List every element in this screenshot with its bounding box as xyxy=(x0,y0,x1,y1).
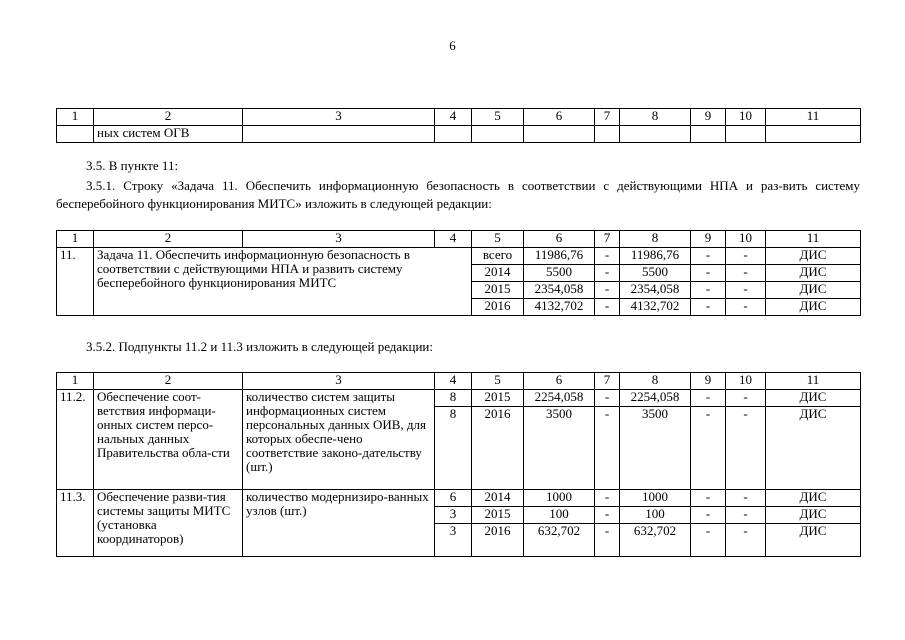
table-cell: 2254,058 xyxy=(620,390,691,407)
table-cell xyxy=(435,126,472,143)
table-cell: - xyxy=(691,524,726,557)
table-cell: ДИС xyxy=(766,248,861,265)
table-header-row xyxy=(57,373,861,390)
table-cell xyxy=(766,126,861,143)
table-cell: ДИС xyxy=(766,407,861,490)
col-header: 3 xyxy=(243,231,435,248)
col-header: 2 xyxy=(94,373,243,390)
table-row xyxy=(57,126,861,143)
table-row xyxy=(57,248,861,265)
table-cell: 1000 xyxy=(620,490,691,507)
col-header: 1 xyxy=(57,373,94,390)
col-header: 5 xyxy=(472,109,524,126)
col-header: 7 xyxy=(595,373,620,390)
table-cell: - xyxy=(691,282,726,299)
table-cell: - xyxy=(726,248,766,265)
table-cell: 2014 xyxy=(472,265,524,282)
table-cell: - xyxy=(726,265,766,282)
table-cell xyxy=(243,126,435,143)
col-header: 6 xyxy=(524,231,595,248)
table-row xyxy=(57,490,861,507)
item-name: Обеспечение разви-тия системы защиты МИТС (установка координаторов) xyxy=(94,490,243,557)
col-header: 3 xyxy=(243,109,435,126)
table-cell: 8 xyxy=(435,390,472,407)
table-cell: 3500 xyxy=(524,407,595,490)
table-cell: 3 xyxy=(435,524,472,557)
table-cell: - xyxy=(726,407,766,490)
col-header: 1 xyxy=(57,231,94,248)
table-cell: 6 xyxy=(435,490,472,507)
task-title: Задача 11. Обеспечить информационную безопасность в соответствии с действующими НПА и развить систему бесперебойного функционирования МИТС xyxy=(94,248,472,316)
item-name: Обеспечение соот-ветствия информаци-онных систем персо-нальных данных Правительства обла-сти xyxy=(94,390,243,490)
table-cell: 11986,76 xyxy=(524,248,595,265)
table-cell xyxy=(726,126,766,143)
table-cell: - xyxy=(691,407,726,490)
table-cell: 2354,058 xyxy=(620,282,691,299)
table-continuation xyxy=(56,108,861,143)
table-cell: - xyxy=(595,490,620,507)
table-cell xyxy=(691,126,726,143)
col-header: 3 xyxy=(243,373,435,390)
table-cell: ДИС xyxy=(766,282,861,299)
col-header: 7 xyxy=(595,109,620,126)
paragraph-3-5-2: 3.5.2. Подпункты 11.2 и 11.3 изложить в следующей редакции: xyxy=(86,339,433,354)
paragraph-3-5: 3.5. В пункте 11: xyxy=(86,158,179,173)
table-cell: - xyxy=(691,248,726,265)
table-cell: ных систем ОГВ xyxy=(94,126,243,143)
table-header-row xyxy=(57,109,861,126)
table-cell: - xyxy=(691,507,726,524)
table-cell: ДИС xyxy=(766,507,861,524)
table-cell: - xyxy=(595,390,620,407)
table-cell xyxy=(472,126,524,143)
table-cell: 4132,702 xyxy=(620,299,691,316)
table-cell: - xyxy=(726,524,766,557)
table-task-11 xyxy=(56,230,861,316)
table-cell: 11986,76 xyxy=(620,248,691,265)
col-header: 2 xyxy=(94,109,243,126)
table-cell: всего xyxy=(472,248,524,265)
col-header: 10 xyxy=(726,231,766,248)
table-cell: - xyxy=(595,299,620,316)
table-cell: - xyxy=(595,507,620,524)
col-header: 6 xyxy=(524,109,595,126)
col-header: 7 xyxy=(595,231,620,248)
table-cell xyxy=(620,126,691,143)
col-header: 8 xyxy=(620,373,691,390)
table-cell: 2354,058 xyxy=(524,282,595,299)
table-cell xyxy=(524,126,595,143)
table-cell: - xyxy=(595,407,620,490)
table-cell: 3500 xyxy=(620,407,691,490)
table-cell: ДИС xyxy=(766,390,861,407)
table-cell: 5500 xyxy=(620,265,691,282)
col-header: 5 xyxy=(472,231,524,248)
table-cell: 2014 xyxy=(472,490,524,507)
table-cell: 632,702 xyxy=(524,524,595,557)
table-cell: - xyxy=(595,524,620,557)
table-cell: ДИС xyxy=(766,299,861,316)
col-header: 4 xyxy=(435,373,472,390)
table-cell: - xyxy=(595,248,620,265)
table-cell xyxy=(595,126,620,143)
col-header: 8 xyxy=(620,231,691,248)
col-header: 10 xyxy=(726,109,766,126)
table-cell: ДИС xyxy=(766,265,861,282)
table-cell: - xyxy=(726,299,766,316)
table-cell: 632,702 xyxy=(620,524,691,557)
table-cell: - xyxy=(595,282,620,299)
item-indicator: количество систем защиты информационных систем персональных данных ОИВ, для которых обеспе-чено соответствие законо-дательству (шт.) xyxy=(243,390,435,490)
table-cell: - xyxy=(726,490,766,507)
col-header: 9 xyxy=(691,373,726,390)
col-header: 11 xyxy=(766,231,861,248)
col-header: 8 xyxy=(620,109,691,126)
table-cell: 1000 xyxy=(524,490,595,507)
page-number: 6 xyxy=(449,38,456,53)
col-header: 1 xyxy=(57,109,94,126)
table-cell: 2254,058 xyxy=(524,390,595,407)
table-cell: 8 xyxy=(435,407,472,490)
table-cell: ДИС xyxy=(766,524,861,557)
table-cell: - xyxy=(691,490,726,507)
table-cell: 3 xyxy=(435,507,472,524)
col-header: 9 xyxy=(691,109,726,126)
table-cell: - xyxy=(691,390,726,407)
col-header: 9 xyxy=(691,231,726,248)
col-header: 11 xyxy=(766,109,861,126)
table-cell: - xyxy=(726,282,766,299)
table-cell: 2015 xyxy=(472,507,524,524)
task-number: 11. xyxy=(57,248,94,316)
item-indicator: количество модернизиро-ванных узлов (шт.) xyxy=(243,490,435,557)
table-cell: 2016 xyxy=(472,299,524,316)
col-header: 4 xyxy=(435,109,472,126)
table-cell: - xyxy=(691,265,726,282)
item-number: 11.3. xyxy=(57,490,94,557)
table-cell: ДИС xyxy=(766,490,861,507)
col-header: 2 xyxy=(94,231,243,248)
col-header: 5 xyxy=(472,373,524,390)
table-subitems xyxy=(56,372,861,557)
table-cell: - xyxy=(726,507,766,524)
item-number: 11.2. xyxy=(57,390,94,490)
table-cell: 2016 xyxy=(472,407,524,490)
table-cell xyxy=(57,126,94,143)
table-cell: - xyxy=(595,265,620,282)
table-cell: - xyxy=(726,390,766,407)
table-row xyxy=(57,390,861,407)
table-cell: 100 xyxy=(524,507,595,524)
col-header: 11 xyxy=(766,373,861,390)
table-cell: 100 xyxy=(620,507,691,524)
col-header: 10 xyxy=(726,373,766,390)
table-cell: 4132,702 xyxy=(524,299,595,316)
col-header: 4 xyxy=(435,231,472,248)
col-header: 6 xyxy=(524,373,595,390)
paragraph-3-5-1: 3.5.1. Строку «Задача 11. Обеспечить информационную безопасность в соответствии с действующими НПА и раз-вить систему бесперебойного функционирования МИТС» изложить в следующей редакции: xyxy=(56,178,860,211)
table-header-row xyxy=(57,231,861,248)
table-cell: 2015 xyxy=(472,390,524,407)
table-cell: - xyxy=(691,299,726,316)
table-cell: 2016 xyxy=(472,524,524,557)
table-cell: 2015 xyxy=(472,282,524,299)
table-cell: 5500 xyxy=(524,265,595,282)
